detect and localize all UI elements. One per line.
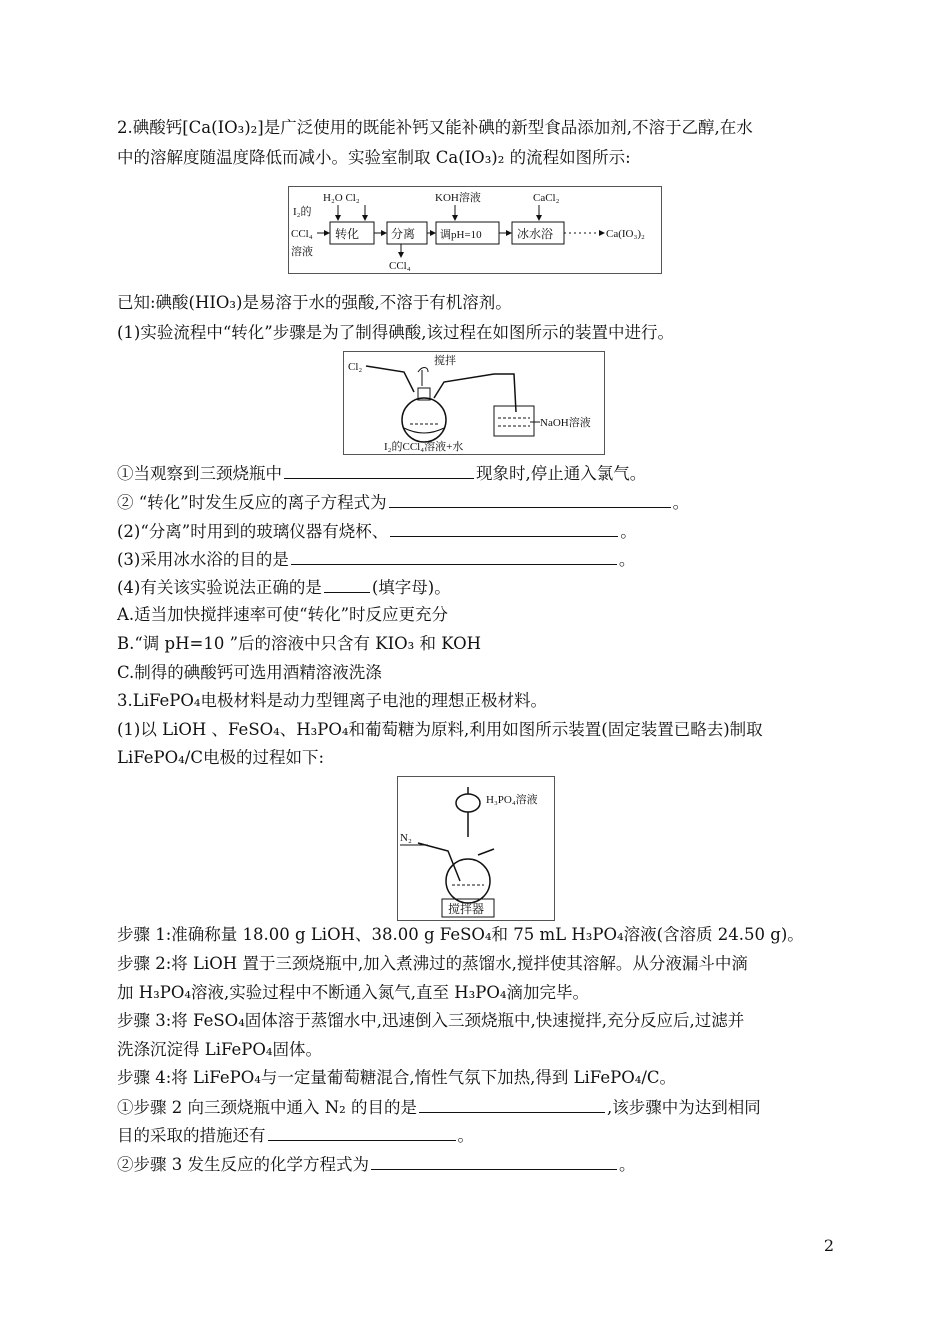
flow-chart-svg <box>289 187 661 273</box>
q2-intro-line2: 中的溶解度随温度降低而减小。实验室制取 Ca(IO₃)₂ 的流程如图所示: <box>117 148 631 167</box>
apparatus1-figure <box>343 351 605 455</box>
q2-1b-post: 。 <box>672 493 690 512</box>
apparatus1-svg <box>344 352 604 454</box>
q2-2-pre: (2)“分离”时用到的玻璃仪器有烧杯、 <box>117 522 389 541</box>
apparatus2-figure <box>397 776 555 921</box>
flow-waste: CCl₄ <box>389 260 411 272</box>
q3-qa2-post: 。 <box>457 1126 474 1145</box>
answer-blank-4[interactable] <box>324 576 370 593</box>
q2-2-post: 。 <box>620 522 637 541</box>
flow-input-bot: 溶液 <box>291 246 313 258</box>
q3-qa-pre: ①步骤 2 向三颈烧瓶中通入 N₂ 的目的是 <box>117 1098 418 1117</box>
apparatus2-stirrer: 搅拌器 <box>448 902 485 916</box>
flow-product: Ca(IO₃)₂ <box>606 228 645 240</box>
q2-4-post: (填字母)。 <box>371 578 451 597</box>
page-number: 2 <box>823 1236 834 1255</box>
q2-4 <box>117 576 451 599</box>
q3-qb <box>117 1153 636 1176</box>
q2-option-a: A.适当加快搅拌速率可使“转化”时反应更充分 <box>117 605 449 624</box>
flow-input-top: I₂的 <box>293 206 312 218</box>
flow-reagent2: KOH溶液 <box>435 192 481 204</box>
q2-3-post: 。 <box>618 550 636 569</box>
q2-1b-pre: ② “转化”时发生反应的离子方程式为 <box>117 493 387 512</box>
q3-step2-line2: 加 H₃PO₄溶液,实验过程中不断通入氮气,直至 H₃PO₄滴加完毕。 <box>117 983 589 1002</box>
q3-intro: 3.LiFePO₄电极材料是动力型锂离子电池的理想正极材料。 <box>117 691 548 710</box>
answer-blank-3b[interactable] <box>371 1153 617 1170</box>
answer-blank-3[interactable] <box>291 548 617 565</box>
q3-step1: 步骤 1:准确称量 18.00 g LiOH、38.00 g FeSO₄和 75 mL H₃PO₄溶液(含溶质 24.50 g)。 <box>117 925 804 944</box>
flow-chart-figure <box>288 186 662 274</box>
apparatus2-svg <box>398 777 554 920</box>
flow-step1: 转化 <box>335 227 360 241</box>
flow-reagent1: H₂O Cl₂ <box>323 192 360 204</box>
apparatus1-flask: I₂的CCl₄溶液+水 <box>384 441 464 453</box>
q2-4-pre: (4)有关该实验说法正确的是 <box>117 578 322 597</box>
apparatus1-stir: 搅拌 <box>434 355 456 367</box>
q2-2 <box>117 520 637 543</box>
q3-part1-line1: (1)以 LiOH 、FeSO₄、H₃PO₄和葡萄糖为原料,利用如图所示装置(固定装置已略去)制取 <box>117 720 763 739</box>
flow-step2: 分离 <box>391 227 416 241</box>
q2-1b <box>117 491 689 514</box>
flow-step4: 冰水浴 <box>517 227 554 241</box>
flow-input-mid: CCl₄ <box>291 228 313 240</box>
q3-step3-line2: 洗涤沉淀得 LiFePO₄固体。 <box>117 1040 323 1059</box>
q3-step4: 步骤 4:将 LiFePO₄与一定量葡萄糖混合,惰性气氛下加热,得到 LiFePO₄/C。 <box>117 1068 677 1087</box>
answer-blank-3a[interactable] <box>419 1096 605 1113</box>
q2-option-b: B.“调 pH=10 ”后的溶液中只含有 KIO₃ 和 KOH <box>117 634 482 653</box>
q2-1a-pre: ①当观察到三颈烧瓶中 <box>117 464 282 483</box>
q3-step3-line1: 步骤 3:将 FeSO₄固体溶于蒸馏水中,迅速倒入三颈烧瓶中,快速搅拌,充分反应后,过滤并 <box>117 1011 745 1030</box>
q2-option-c: C.制得的碘酸钙可选用酒精溶液洗涤 <box>117 663 382 682</box>
flow-reagent3: CaCl₂ <box>533 192 560 204</box>
apparatus1-naoh: NaOH溶液 <box>540 417 591 429</box>
q3-qa-line1 <box>117 1096 761 1119</box>
q3-part1-line2: LiFePO₄/C电极的过程如下: <box>117 748 325 767</box>
q3-step2-line1: 步骤 2:将 LiOH 置于三颈烧瓶中,加入煮沸过的蒸馏水,搅拌使其溶解。从分液漏斗中滴 <box>117 954 748 973</box>
answer-blank-2[interactable] <box>390 520 618 537</box>
q2-known: 已知:碘酸(HIO₃)是易溶于水的强酸,不溶于有机溶剂。 <box>117 293 512 312</box>
q3-qb-post: 。 <box>619 1155 636 1174</box>
answer-blank-1a[interactable] <box>284 462 474 479</box>
flow-step3: 调pH=10 <box>440 229 482 241</box>
q3-qa-line2 <box>117 1124 474 1147</box>
apparatus1-cl2: Cl₂ <box>348 361 363 373</box>
q3-qa2-pre: 目的采取的措施还有 <box>117 1126 266 1145</box>
q2-part1: (1)实验流程中“转化”步骤是为了制得碘酸,该过程在如图所示的装置中进行。 <box>117 323 674 342</box>
q2-1a <box>117 462 646 485</box>
apparatus2-acid: H₃PO₄溶液 <box>486 794 538 806</box>
answer-blank-1b[interactable] <box>389 491 671 508</box>
q3-qb-pre: ②步骤 3 发生反应的化学方程式为 <box>117 1155 369 1174</box>
q2-1a-post: 现象时,停止通入氯气。 <box>476 464 647 483</box>
q2-3 <box>117 548 635 571</box>
apparatus2-n2: N₂ <box>400 832 412 844</box>
q2-3-pre: (3)采用冰水浴的目的是 <box>117 550 289 569</box>
q3-qa-post: ,该步骤中为达到相同 <box>607 1098 761 1117</box>
answer-blank-3a2[interactable] <box>268 1124 456 1141</box>
q2-intro-line1: 2.碘酸钙[Ca(IO₃)₂]是广泛使用的既能补钙又能补碘的新型食品添加剂,不溶于乙醇,在水 <box>117 118 753 137</box>
